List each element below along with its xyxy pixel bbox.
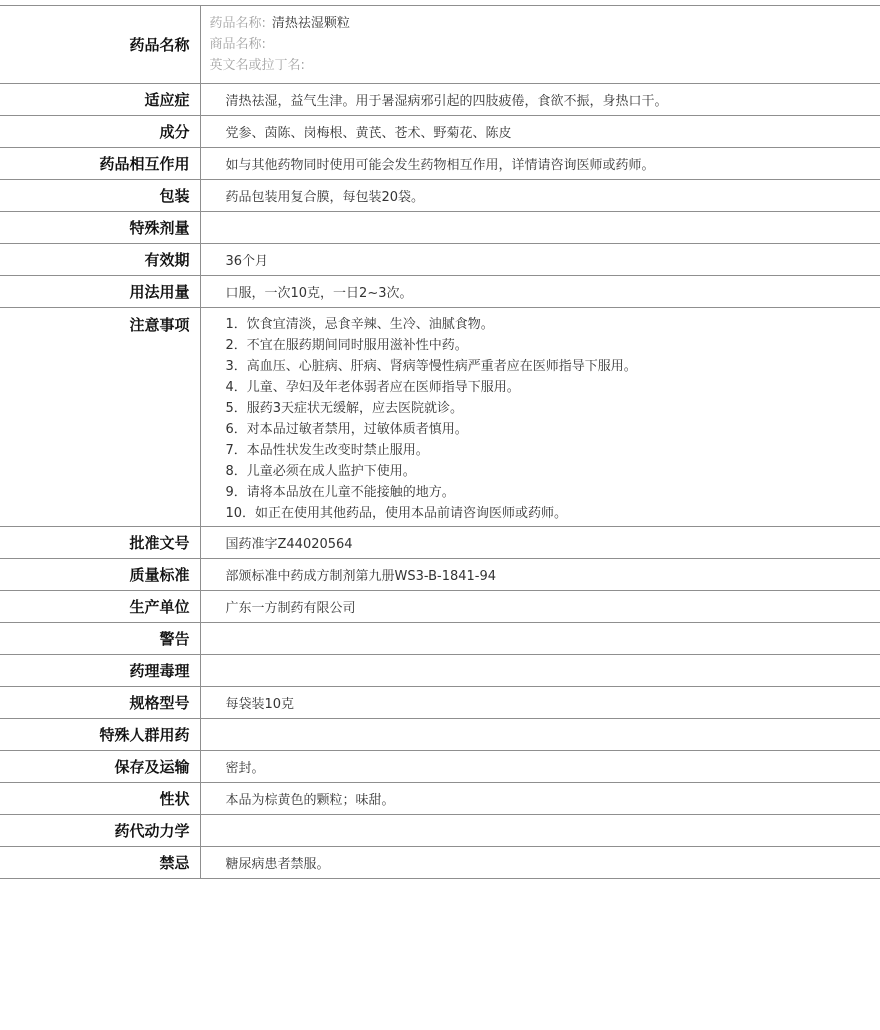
approval-number-label: 批准文号 bbox=[0, 527, 200, 559]
quality-standard-row bbox=[0, 559, 880, 591]
contraindications-row bbox=[0, 847, 880, 879]
trade-name-line bbox=[210, 34, 880, 55]
special-populations-label: 特殊人群用药 bbox=[0, 719, 200, 751]
trade-name-label: 商品名称: bbox=[209, 37, 266, 52]
special-dosage-row bbox=[0, 212, 880, 244]
contraindications-value: 糖尿病患者禁服。 bbox=[200, 847, 880, 879]
english-name-line bbox=[210, 55, 880, 76]
precaution-item: 6．对本品过敏者禁用，过敏体质者慎用。 bbox=[225, 422, 468, 437]
packaging-value: 药品包装用复合膜，每包装20袋。 bbox=[200, 180, 880, 212]
manufacturer-row bbox=[0, 591, 880, 623]
quality-standard-label: 质量标准 bbox=[0, 559, 200, 591]
indications-label: 适应症 bbox=[0, 84, 200, 116]
expiry-value: 36个月 bbox=[200, 244, 880, 276]
generic-name-label: 药品名称: bbox=[209, 16, 266, 31]
expiry-label: 有效期 bbox=[0, 244, 200, 276]
precaution-item: 2．不宜在服药期间同时服用滋补性中药。 bbox=[225, 338, 468, 353]
precaution-item: 1．饮食宜清淡，忌食辛辣、生冷、油腻食物。 bbox=[225, 317, 494, 332]
interactions-value: 如与其他药物同时使用可能会发生药物相互作用，详情请咨询医师或药师。 bbox=[200, 148, 880, 180]
expiry-row bbox=[0, 244, 880, 276]
packaging-label: 包装 bbox=[0, 180, 200, 212]
precautions-label: 注意事项 bbox=[0, 308, 200, 527]
generic-name-value: 清热祛湿颗粒 bbox=[271, 16, 350, 31]
precautions-value-cell bbox=[200, 308, 880, 527]
storage-row bbox=[0, 751, 880, 783]
usage-row bbox=[0, 276, 880, 308]
usage-label: 用法用量 bbox=[0, 276, 200, 308]
drug-name-label: 药品名称 bbox=[0, 6, 200, 84]
appearance-row bbox=[0, 783, 880, 815]
manufacturer-value: 广东一方制药有限公司 bbox=[200, 591, 880, 623]
usage-value: 口服，一次10克，一日2~3次。 bbox=[200, 276, 880, 308]
pharmacokinetics-value bbox=[200, 815, 880, 847]
warning-row bbox=[0, 623, 880, 655]
warning-label: 警告 bbox=[0, 623, 200, 655]
generic-name-line bbox=[210, 13, 880, 34]
special-dosage-value bbox=[200, 212, 880, 244]
toxicology-label: 药理毒理 bbox=[0, 655, 200, 687]
precaution-item: 5．服药3天症状无缓解，应去医院就诊。 bbox=[225, 401, 464, 416]
storage-value: 密封。 bbox=[200, 751, 880, 783]
precautions-list bbox=[226, 314, 880, 524]
appearance-value: 本品为棕黄色的颗粒；味甜。 bbox=[200, 783, 880, 815]
ingredients-row bbox=[0, 116, 880, 148]
approval-number-value: 国药准字Z44020564 bbox=[200, 527, 880, 559]
contraindications-label: 禁忌 bbox=[0, 847, 200, 879]
special-populations-value bbox=[200, 719, 880, 751]
precaution-item: 8．儿童必须在成人监护下使用。 bbox=[225, 464, 416, 479]
storage-label: 保存及运输 bbox=[0, 751, 200, 783]
drug-name-block bbox=[201, 13, 880, 76]
specification-row bbox=[0, 687, 880, 719]
drug-name-value-cell bbox=[200, 6, 880, 84]
precaution-item: 9．请将本品放在儿童不能接触的地方。 bbox=[225, 485, 455, 500]
specification-value: 每袋装10克 bbox=[200, 687, 880, 719]
interactions-row bbox=[0, 148, 880, 180]
packaging-row bbox=[0, 180, 880, 212]
precaution-item: 10．如正在使用其他药品，使用本品前请咨询医师或药师。 bbox=[225, 506, 568, 521]
manufacturer-label: 生产单位 bbox=[0, 591, 200, 623]
drug-name-row bbox=[0, 6, 880, 84]
approval-number-row bbox=[0, 527, 880, 559]
indications-row bbox=[0, 84, 880, 116]
precaution-item: 4．儿童、孕妇及年老体弱者应在医师指导下服用。 bbox=[225, 380, 520, 395]
special-populations-row bbox=[0, 719, 880, 751]
ingredients-value: 党参、茵陈、岗梅根、黄芪、苍术、野菊花、陈皮 bbox=[200, 116, 880, 148]
special-dosage-label: 特殊剂量 bbox=[0, 212, 200, 244]
warning-value bbox=[200, 623, 880, 655]
english-name-label: 英文名或拉丁名: bbox=[209, 58, 305, 73]
quality-standard-value: 部颁标准中药成方制剂第九册WS3-B-1841-94 bbox=[200, 559, 880, 591]
pharmacokinetics-row bbox=[0, 815, 880, 847]
specification-label: 规格型号 bbox=[0, 687, 200, 719]
interactions-label: 药品相互作用 bbox=[0, 148, 200, 180]
appearance-label: 性状 bbox=[0, 783, 200, 815]
toxicology-value bbox=[200, 655, 880, 687]
drug-info-table bbox=[0, 5, 880, 879]
precautions-row bbox=[0, 308, 880, 527]
toxicology-row bbox=[0, 655, 880, 687]
pharmacokinetics-label: 药代动力学 bbox=[0, 815, 200, 847]
precaution-item: 3．高血压、心脏病、肝病、肾病等慢性病严重者应在医师指导下服用。 bbox=[225, 359, 637, 374]
precaution-item: 7．本品性状发生改变时禁止服用。 bbox=[225, 443, 429, 458]
ingredients-label: 成分 bbox=[0, 116, 200, 148]
indications-value: 清热祛湿，益气生津。用于暑湿病邪引起的四肢疲倦，食欲不振，身热口干。 bbox=[200, 84, 880, 116]
